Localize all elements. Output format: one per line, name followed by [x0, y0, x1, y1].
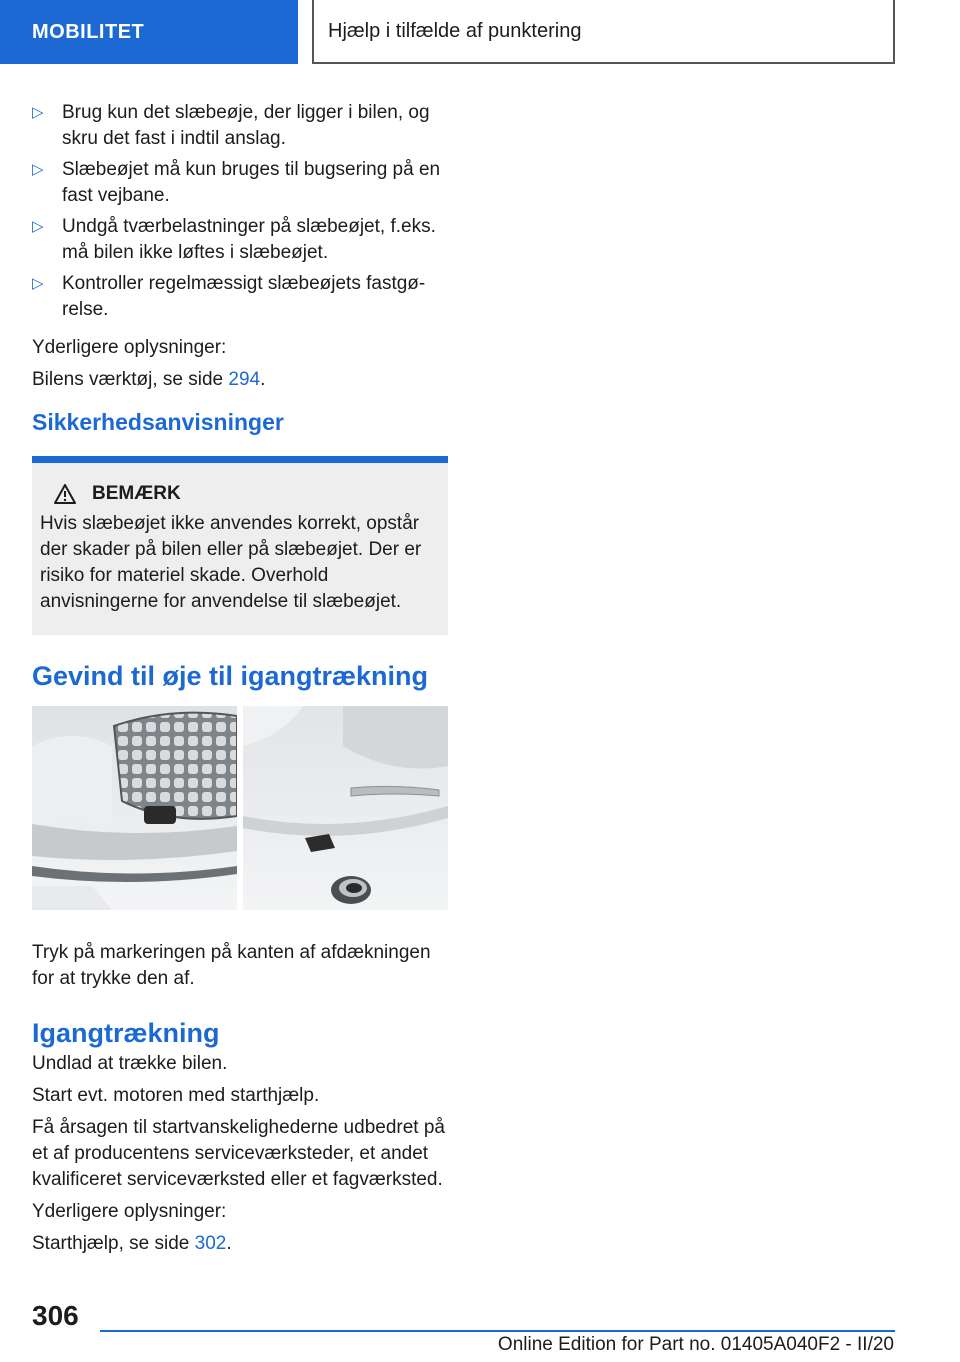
list-item-text: Undgå tværbelastninger på slæbeøjet, f.eks. må bilen ikke løftes i slæbeøjet. — [62, 216, 436, 263]
list-item-text: Slæbeøjet må kun bruges til bugsering på en fast vejbane. — [62, 159, 441, 206]
list-item — [32, 271, 448, 323]
bullet-arrow-icon: ▷ — [32, 161, 44, 178]
notice-bar — [32, 456, 448, 463]
list-item — [32, 214, 448, 266]
tow-eye-instructions — [32, 100, 448, 323]
section-tab: MOBILITET — [0, 0, 298, 64]
start-paragraph: Undlad at trække bilen. — [32, 1053, 228, 1074]
start-paragraph: Få årsagen til startvanskelighederne udbedret på et af producentens serviceværksteder, et andet kvalificeret serviceværksted eller et fagværksted. — [32, 1117, 445, 1190]
safety-heading: Sikkerhedsanvisninger — [32, 409, 284, 435]
bullet-arrow-icon: ▷ — [32, 275, 44, 292]
reference-text: Bilens værktøj, se side — [32, 369, 229, 390]
warning-triangle-icon — [54, 484, 76, 504]
bullet-arrow-icon: ▷ — [32, 104, 44, 121]
notice-title: BEMÆRK — [92, 483, 181, 504]
start-paragraph: Start evt. motoren med starthjælp. — [32, 1085, 320, 1106]
cross-reference — [32, 367, 448, 393]
thread-heading: Gevind til øje til igangtrækning — [32, 661, 429, 691]
page-link-302[interactable]: 302 — [194, 1233, 227, 1254]
chapter-title: Hjælp i tilfælde af punktering — [312, 0, 895, 64]
bumper-photos — [32, 706, 448, 910]
edition-footer: Online Edition for Part no. 01405A040F2 - II/20 — [497, 1334, 894, 1355]
notice-box — [32, 456, 448, 635]
list-item-text: Brug kun det slæbeøje, der ligger i bilen, og skru det fast i indtil anslag. — [62, 102, 430, 149]
notice-body: Hvis slæbeøjet ikke anvendes korrekt, opstår der skader på bilen eller på slæbeøjet. Der er risiko for materiel skade. Overhold anvisningerne for anvendelse til slæbeøjet. — [40, 513, 422, 612]
rear-bumper-image — [243, 706, 448, 910]
reference-end: . — [226, 1233, 232, 1254]
more-info-label: Yderligere oplysninger: — [32, 1201, 227, 1222]
list-item-text: Kontroller regelmæssigt slæbeøjets fastgørelse. — [62, 273, 426, 320]
footer-divider — [100, 1330, 895, 1332]
reference-text: Starthjælp, se side — [32, 1233, 195, 1254]
bullet-arrow-icon: ▷ — [32, 218, 44, 235]
notice-title-row — [40, 483, 438, 505]
reference-end: . — [260, 369, 266, 390]
start-heading: Igangtrækning — [32, 1018, 220, 1048]
thread-instruction: Tryk på markeringen på kanten af afdækningen for at trykke den af. — [32, 942, 431, 989]
front-bumper-image — [32, 706, 237, 910]
list-item — [32, 100, 448, 152]
main-content — [32, 100, 448, 1257]
page-number: 306 — [32, 1300, 79, 1331]
notice-content — [32, 463, 448, 635]
page-link-294[interactable]: 294 — [228, 369, 261, 390]
more-info-label: Yderligere oplysninger: — [32, 337, 227, 358]
list-item — [32, 157, 448, 209]
cross-reference — [32, 1231, 448, 1257]
